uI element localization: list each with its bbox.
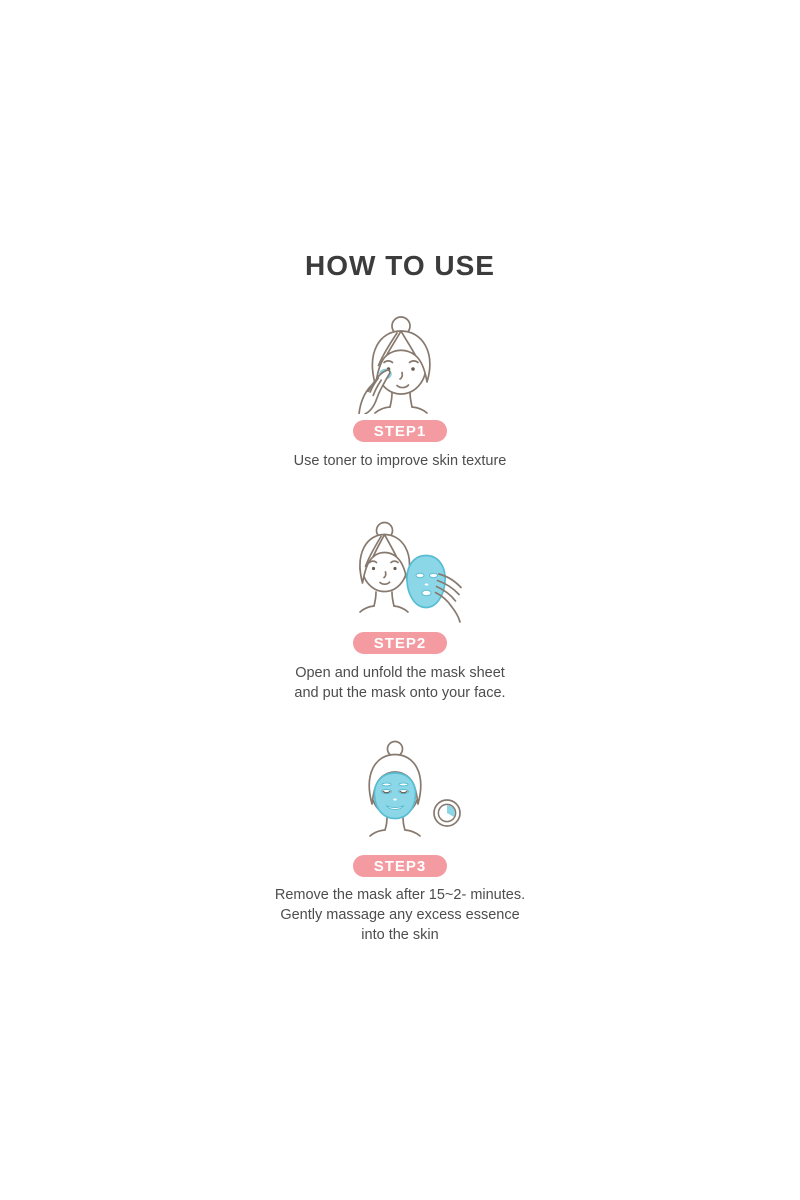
step3-caption-line2: Gently massage any excess essence [280, 907, 520, 923]
step2-badge: STEP2 [353, 632, 448, 654]
step-1-section [0, 314, 800, 471]
step3-caption-line3: into the skin [361, 927, 439, 943]
step3-woman-wearing-mask-illustration [335, 740, 465, 848]
mask-on-face [374, 773, 415, 819]
page-title: HOW TO USE [305, 250, 495, 281]
timer-icon [434, 800, 460, 826]
step-2-section [0, 520, 800, 703]
step2-woman-holding-mask-illustration [335, 520, 465, 628]
step1-woman-applying-toner-illustration [340, 314, 460, 414]
step1-caption [294, 451, 507, 471]
step1-caption-line1: Use toner to improve skin texture [293, 453, 507, 469]
step3-caption [275, 885, 525, 945]
step2-caption-line2: and put the mask onto your face. [294, 685, 506, 701]
step-3-section [0, 740, 800, 945]
step2-caption [294, 663, 505, 703]
step1-badge: STEP1 [353, 420, 448, 442]
woman-face-step2 [360, 523, 409, 613]
step3-caption-line1: Remove the mask after 15~2- minutes. [274, 887, 526, 903]
step2-caption-line1: Open and unfold the mask sheet [295, 665, 505, 681]
step3-badge: STEP3 [353, 855, 448, 877]
woman-face-step1 [372, 317, 429, 413]
